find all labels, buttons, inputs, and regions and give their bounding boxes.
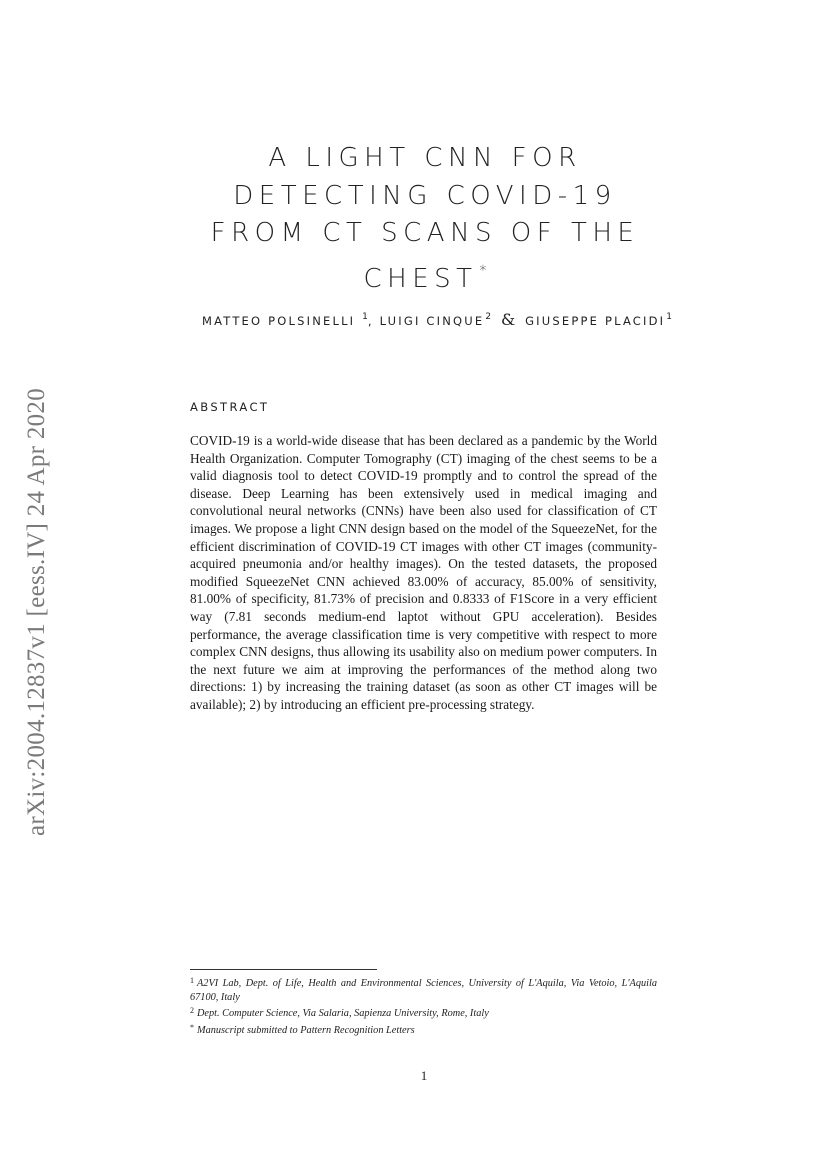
author-separator: ,	[367, 314, 374, 328]
title-line-3: FROM CT SCANS OF THE	[210, 218, 640, 248]
author-1-name: MATTEO POLSINELLI	[202, 314, 356, 328]
title-footnote-mark: *	[479, 262, 487, 279]
footnote-1-mark: 1	[190, 976, 194, 985]
abstract-heading: ABSTRACT	[190, 400, 270, 414]
author-2-name: LUIGI CINQUE	[379, 314, 485, 328]
footnotes	[190, 974, 657, 1037]
footnote-2-text: Dept. Computer Science, Via Salaria, Sapienza University, Rome, Italy	[197, 1008, 489, 1020]
author-1-affiliation-mark: 1	[362, 312, 368, 322]
footnote-3-mark: *	[190, 1022, 194, 1032]
author-list	[150, 310, 750, 329]
abstract-body	[190, 432, 657, 714]
title-line-4-text: CHEST	[363, 263, 478, 294]
page-number: 1	[420, 1068, 428, 1083]
author-3-affiliation-mark: 1	[666, 312, 673, 322]
paper-title	[150, 140, 700, 298]
footnote-divider	[190, 969, 377, 970]
footnote-2-mark: 2	[190, 1006, 194, 1016]
footnote-3	[190, 1021, 657, 1038]
title-line-4	[150, 253, 700, 299]
footnote-3-text: Manuscript submitted to Pattern Recognition Letters	[197, 1024, 415, 1036]
title-line-2: DETECTING COVID-19	[233, 180, 617, 211]
footnote-1	[190, 974, 657, 1004]
title-line-1: A LIGHT CNN FOR	[268, 143, 582, 173]
author-3-name: GIUSEPPE PLACIDI	[525, 314, 666, 328]
footnote-2	[190, 1004, 657, 1021]
abstract-paragraph: COVID-19 is a world-wide disease that has been declared as a pandemic by the World Health Organization. Computer Tomography (CT) imaging of the chest seems to be a valid diagnosis tool to detect COVID-19 promptly and to control the spread of the disease. Deep Learning has been extensively used in medical imaging and convolutional neural networks (CNNs) have been also used for classification of CT images. We propose a light CNN design based on the model of the SqueezeNet, for the efficient discrimination of COVID-19 CT images with other CT images (community-acquired pneumonia and/or healthy images). On the tested datasets, the proposed modified SqueezeNet CNN achieved 83.00% of accuracy, 85.00% of sensitivity, 81.00% of specificity, 81.73% of precision and 0.8333 of F1Score in a very efficient way (7.81 seconds medium-end laptot without GPU acceleration). Besides performance, the average classification time is very competitive with respect to more complex CNN designs, thus allowing its usability also on medium power computers. In the next future we aim at improving the performances of the method along two directions: 1) by increasing the training dataset (as soon as other CT images will be available); 2) by introducing an efficient pre-processing strategy.	[190, 433, 657, 712]
footnote-1-text: A2VI Lab, Dept. of Life, Health and Environmental Sciences, University of L'Aquila, Via Vetoio, L'Aquila 67100, Italy	[190, 978, 657, 1003]
author-2-affiliation-mark: 2	[485, 312, 492, 322]
author-conjunction: &	[500, 310, 516, 329]
arxiv-identifier-text: arXiv:2004.12837v1 [eess.IV] 24 Apr 2020	[23, 387, 51, 837]
arxiv-identifier-stamp	[22, 362, 52, 862]
